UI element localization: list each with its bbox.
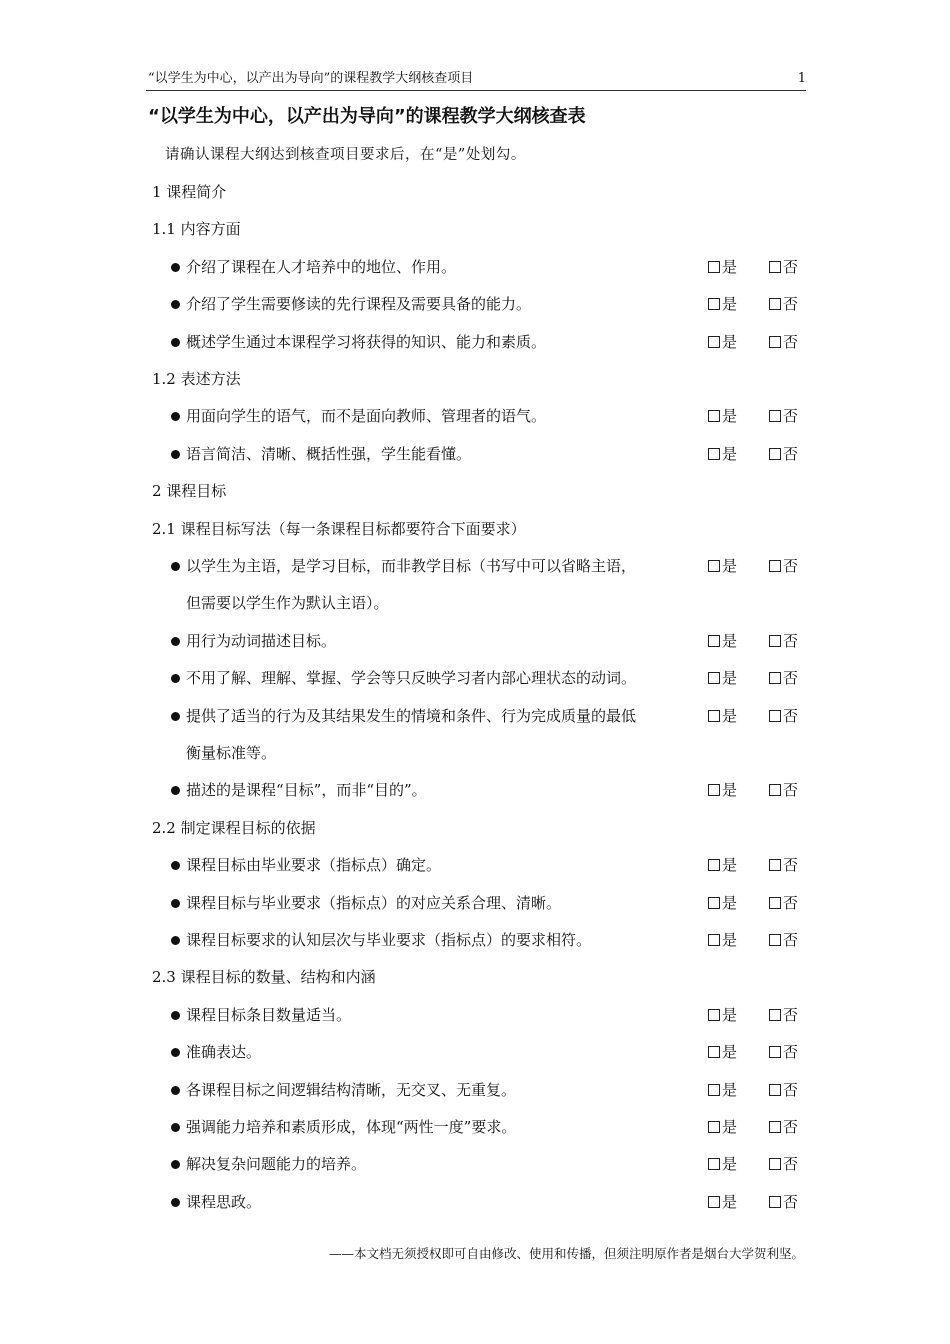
checkbox-yes[interactable] — [708, 1154, 737, 1174]
checklist-item-text: 各课程目标之间逻辑结构清晰，无交叉、无重复。 — [186, 1080, 517, 1099]
checkbox-no-icon[interactable] — [769, 298, 781, 310]
checklist-item-text: 强调能力培养和素质形成，体现“两性一度”要求。 — [186, 1118, 517, 1136]
checkbox-yes-label: 是 — [722, 856, 738, 875]
checkbox-yes[interactable] — [708, 257, 737, 277]
subsection-heading: 1.1 内容方面 — [152, 220, 241, 239]
checkbox-no[interactable] — [769, 1080, 798, 1100]
checkbox-no-icon[interactable] — [769, 1196, 781, 1208]
checkbox-no-icon[interactable] — [769, 261, 781, 273]
checklist-item-text: 介绍了学生需要修读的先行课程及需要具备的能力。 — [186, 295, 532, 314]
checkbox-no-icon[interactable] — [769, 560, 781, 572]
checkbox-no[interactable] — [769, 668, 798, 688]
checkbox-no-label: 否 — [783, 1192, 799, 1211]
checkbox-yes[interactable] — [708, 780, 737, 800]
checkbox-no-label: 否 — [783, 1043, 799, 1062]
checkbox-yes-label: 是 — [722, 781, 738, 800]
checkbox-yes[interactable] — [708, 556, 737, 576]
checkbox-yes[interactable] — [708, 706, 737, 726]
checklist-item-text: 衡量标准等。 — [186, 744, 277, 762]
checkbox-no[interactable] — [769, 1154, 798, 1174]
checkbox-no[interactable] — [769, 706, 798, 726]
checkbox-no[interactable] — [769, 1042, 798, 1062]
checkbox-no-icon[interactable] — [769, 859, 781, 871]
checkbox-no[interactable] — [769, 257, 798, 277]
checkbox-no[interactable] — [769, 631, 798, 651]
checkbox-yes[interactable] — [708, 855, 737, 875]
checkbox-yes[interactable] — [708, 332, 737, 352]
bullet-icon — [171, 1123, 180, 1132]
checkbox-no-label: 否 — [783, 856, 799, 875]
checklist-item-text: 用面向学生的语气，而不是面向教师、管理者的语气。 — [186, 407, 547, 426]
checklist-item-text: 描述的是课程“目标”，而非“目的”。 — [186, 781, 427, 800]
checkbox-yes-label: 是 — [722, 669, 738, 688]
checkbox-yes-label: 是 — [722, 1005, 738, 1024]
checkbox-no-label: 否 — [783, 257, 799, 276]
section-heading: 2 课程目标 — [152, 482, 227, 501]
page-number: 1 — [797, 71, 806, 86]
checkbox-no[interactable] — [769, 444, 798, 464]
checkbox-yes-label: 是 — [722, 1155, 738, 1174]
bullet-icon — [171, 637, 180, 646]
checkbox-yes-label: 是 — [722, 631, 738, 650]
checkbox-yes[interactable] — [708, 294, 737, 314]
checkbox-no-icon[interactable] — [769, 784, 781, 796]
bullet-icon — [171, 562, 180, 571]
checkbox-yes-icon[interactable] — [708, 897, 720, 909]
checkbox-yes-icon[interactable] — [708, 635, 720, 647]
checklist-item-text: 介绍了课程在人才培养中的地位、作用。 — [186, 257, 457, 276]
checkbox-yes-icon[interactable] — [708, 934, 720, 946]
bullet-icon — [171, 899, 180, 908]
checkbox-no-label: 否 — [783, 1118, 799, 1136]
checkbox-yes-label: 是 — [722, 257, 738, 276]
checkbox-yes-icon[interactable] — [708, 1158, 720, 1170]
checkbox-no-icon[interactable] — [769, 672, 781, 684]
checkbox-no-icon[interactable] — [769, 448, 781, 460]
checkbox-no[interactable] — [769, 406, 798, 426]
checkbox-yes[interactable] — [708, 1192, 737, 1212]
checkbox-yes[interactable] — [708, 930, 737, 950]
subsection-heading: 2.2 制定课程目标的依据 — [152, 818, 316, 837]
checklist-item-text: 提供了适当的行为及其结果发生的情境和条件、行为完成质量的最低 — [186, 706, 637, 725]
checkbox-yes[interactable] — [708, 1042, 737, 1062]
checklist-item-text: 课程目标要求的认知层次与毕业要求（指标点）的要求相符。 — [186, 931, 592, 949]
bullet-icon — [171, 1086, 180, 1095]
checklist-item-text: 解决复杂问题能力的培养。 — [186, 1155, 367, 1174]
checkbox-no-icon[interactable] — [769, 897, 781, 909]
checklist-item-text: 用行为动词描述目标。 — [186, 631, 337, 650]
bullet-icon — [171, 1198, 180, 1207]
checkbox-yes-icon[interactable] — [708, 859, 720, 871]
checkbox-yes-icon[interactable] — [708, 1121, 720, 1133]
checkbox-yes-label: 是 — [722, 1192, 738, 1211]
checkbox-no-icon[interactable] — [769, 1158, 781, 1170]
checklist-item-text: 课程目标条目数量适当。 — [186, 1005, 352, 1024]
checkbox-yes-icon[interactable] — [708, 261, 720, 273]
checkbox-yes[interactable] — [708, 406, 737, 426]
section-heading: 1 课程简介 — [152, 183, 227, 201]
subsection-heading: 2.3 课程目标的数量、结构和内涵 — [152, 968, 376, 987]
checkbox-no-label: 否 — [783, 781, 799, 800]
checkbox-yes-label: 是 — [722, 1080, 738, 1099]
checkbox-yes-icon[interactable] — [708, 298, 720, 310]
checkbox-no-label: 否 — [783, 669, 799, 688]
checkbox-yes-label: 是 — [722, 407, 738, 426]
checkbox-yes-label: 是 — [722, 1043, 738, 1062]
checkbox-no[interactable] — [769, 556, 798, 576]
checkbox-no-icon[interactable] — [769, 336, 781, 348]
checkbox-no[interactable] — [769, 930, 798, 950]
checkbox-no-icon[interactable] — [769, 635, 781, 647]
checkbox-yes-icon[interactable] — [708, 410, 720, 422]
checklist-item-text: 语言简洁、清晰、概括性强，学生能看懂。 — [186, 444, 472, 463]
checkbox-yes-label: 是 — [722, 706, 738, 725]
checkbox-no-icon[interactable] — [769, 1046, 781, 1058]
document-title: “以学生为中心，以产出为导向”的课程教学大纲核查表 — [148, 106, 586, 127]
bullet-icon — [171, 338, 180, 347]
checkbox-no[interactable] — [769, 332, 798, 352]
checkbox-no-label: 否 — [783, 706, 799, 725]
checkbox-no[interactable] — [769, 1117, 798, 1137]
bullet-icon — [171, 712, 180, 721]
checklist-item-text: 课程目标由毕业要求（指标点）确定。 — [186, 856, 442, 875]
bullet-icon — [171, 1011, 180, 1020]
checkbox-yes[interactable] — [708, 893, 737, 913]
checkbox-no[interactable] — [769, 294, 798, 314]
checkbox-yes[interactable] — [708, 668, 737, 688]
subsection-heading: 2.1 课程目标写法（每一条课程目标都要符合下面要求） — [152, 519, 526, 538]
checkbox-yes-icon[interactable] — [708, 672, 720, 684]
checkbox-no[interactable] — [769, 780, 798, 800]
checkbox-yes-icon[interactable] — [708, 710, 720, 722]
bullet-icon — [171, 786, 180, 795]
checklist-item-text: 不用了解、理解、掌握、学会等只反映学习者内部心理状态的动词。 — [186, 669, 637, 688]
checklist-item-text: 但需要以学生作为默认主语）。 — [186, 594, 389, 613]
bullet-icon — [171, 263, 180, 272]
checkbox-no[interactable] — [769, 893, 798, 913]
running-title: “以学生为中心，以产出为导向”的课程教学大纲核查项目 — [148, 71, 474, 86]
checkbox-yes-icon[interactable] — [708, 560, 720, 572]
checkbox-no-label: 否 — [783, 295, 799, 314]
checkbox-no-icon[interactable] — [769, 1084, 781, 1096]
checkbox-no-label: 否 — [783, 332, 799, 351]
checkbox-yes-label: 是 — [722, 295, 738, 314]
checkbox-no-label: 否 — [783, 1080, 799, 1099]
bullet-icon — [171, 412, 180, 421]
checkbox-yes-icon[interactable] — [708, 784, 720, 796]
checkbox-no-label: 否 — [783, 557, 799, 575]
checkbox-yes-label: 是 — [722, 332, 738, 351]
checkbox-yes[interactable] — [708, 1117, 737, 1137]
checkbox-no-icon[interactable] — [769, 710, 781, 722]
checklist-item-text: 概述学生通过本课程学习将获得的知识、能力和素质。 — [186, 332, 547, 351]
checkbox-no-icon[interactable] — [769, 410, 781, 422]
checkbox-no-label: 否 — [783, 631, 799, 650]
checkbox-yes-label: 是 — [722, 444, 738, 463]
checkbox-yes[interactable] — [708, 1005, 737, 1025]
checkbox-yes-icon[interactable] — [708, 448, 720, 460]
checkbox-yes-label: 是 — [722, 931, 738, 949]
checklist-item-text: 以学生为主语，是学习目标，而非教学目标（书写中可以省略主语， — [186, 557, 637, 575]
subsection-heading: 1.2 表述方法 — [152, 370, 241, 388]
footer-note: ——本文档无须授权即可自由修改、使用和传播，但须注明原作者是烟台大学贺利坚。 — [328, 1246, 804, 1261]
checkbox-no-label: 否 — [783, 893, 799, 912]
bullet-icon — [171, 300, 180, 309]
checkbox-no-icon[interactable] — [769, 1121, 781, 1133]
checklist-item-text: 准确表达。 — [186, 1043, 262, 1062]
checkbox-yes-label: 是 — [722, 893, 738, 912]
checkbox-no[interactable] — [769, 1005, 798, 1025]
checkbox-yes-icon[interactable] — [708, 1009, 720, 1021]
checkbox-no-label: 否 — [783, 407, 799, 426]
checkbox-yes[interactable] — [708, 631, 737, 651]
checkbox-yes-label: 是 — [722, 557, 738, 575]
checkbox-no-icon[interactable] — [769, 1009, 781, 1021]
bullet-icon — [171, 1160, 180, 1169]
checkbox-no-label: 否 — [783, 1155, 799, 1174]
checkbox-no-label: 否 — [783, 444, 799, 463]
checkbox-no-label: 否 — [783, 931, 799, 949]
bullet-icon — [171, 450, 180, 459]
checklist-item-text: 课程目标与毕业要求（指标点）的对应关系合理、清晰。 — [186, 893, 562, 912]
checkbox-yes-icon[interactable] — [708, 1084, 720, 1096]
bullet-icon — [171, 861, 180, 870]
checkbox-yes-icon[interactable] — [708, 1046, 720, 1058]
checkbox-no[interactable] — [769, 855, 798, 875]
checklist-item-text: 课程思政。 — [186, 1192, 262, 1211]
checkbox-no-icon[interactable] — [769, 934, 781, 946]
checkbox-no[interactable] — [769, 1192, 798, 1212]
bullet-icon — [171, 674, 180, 683]
checkbox-yes-icon[interactable] — [708, 336, 720, 348]
checkbox-yes-label: 是 — [722, 1118, 738, 1136]
bullet-icon — [171, 1048, 180, 1057]
instruction-text: 请确认课程大纲达到核查项目要求后，在“是”处划勾。 — [165, 147, 526, 163]
checkbox-yes-icon[interactable] — [708, 1196, 720, 1208]
bullet-icon — [171, 936, 180, 945]
checkbox-yes[interactable] — [708, 1080, 737, 1100]
checkbox-yes[interactable] — [708, 444, 737, 464]
checkbox-no-label: 否 — [783, 1005, 799, 1024]
